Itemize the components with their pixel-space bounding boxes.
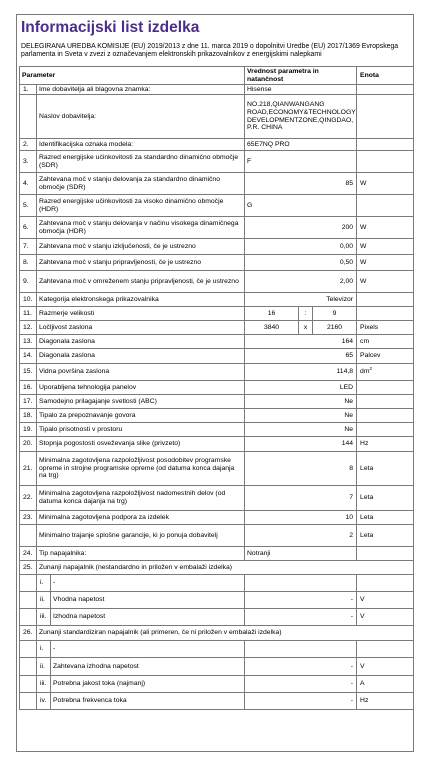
row-unit: V [357,592,414,609]
table-row [20,271,414,293]
row-unit: W [357,239,414,255]
row-unit: Palcev [357,349,414,364]
table-row [20,486,414,511]
row-label: Stopnja pogostosti osveževanja slike (privzeto) [37,437,245,452]
row-unit: A [357,676,414,693]
table-row [20,511,414,525]
row-label: Naslov dobavitelja: [37,95,245,139]
row-value: 10 [245,511,357,525]
sub-number: iii. [37,609,51,626]
row-unit: Hz [357,437,414,452]
row-unit [357,409,414,423]
sub-number: ii. [37,592,51,609]
row-number: 5. [20,195,37,217]
row-unit: Leta [357,486,414,511]
row-unit: Leta [357,511,414,525]
row-value: 2 [245,525,357,547]
unit-superscript: 2 [369,366,373,372]
row-label: Vhodna napetost [51,592,245,609]
row-label: Minimalna zagotovljena razpoložljivost nadomestnih delov (od datuma konca dajanja na trg) [37,486,245,511]
row-number: 8. [20,255,37,271]
table-row [20,293,414,307]
sub-number: i. [37,641,51,658]
row-label: Uporabljena tehnologija panelov [37,381,245,395]
row-label: Zahtevana moč v stanju delovanja v načinu visokega dinamičnega območja (HDR) [37,217,245,239]
row-value: - [245,609,357,626]
row-value: - [245,693,357,710]
table-row [20,239,414,255]
row-label: Zahtevana moč v stanju delovanja za standardno dinamično območje (SDR) [37,173,245,195]
row-number: 3. [20,151,37,173]
sub-number: iv. [37,693,51,710]
row-number: 14. [20,349,37,364]
row-label: Vidna površina zaslona [37,364,245,381]
row-number: 18. [20,409,37,423]
row-value: 144 [245,437,357,452]
row-label: Razred energijske učinkovitosti za standardno dinamično območje (SDR) [37,151,245,173]
display-category: Televizor [245,293,357,307]
row-label: Potrebna jakost toka (najmanj) [51,676,245,693]
row-label: Minimalna zagotovljena podpora za izdelek [37,511,245,525]
row-value: - [245,592,357,609]
row-label: Ime dobavitelja ali blagovna znamka: [37,85,245,95]
row-value: - [245,676,357,693]
row-value: 0,50 [245,255,357,271]
row-unit [357,195,414,217]
table-header [20,67,414,85]
row-label: Minimalna zagotovljena razpoložljivost posodobitev programske opreme in strojne programske opreme (od datuma konca dajanja na trg) [37,452,245,486]
row-unit: Pixels [357,321,414,335]
row-number: 2. [20,139,37,151]
row-value: 114,8 [245,364,357,381]
row-number: 16. [20,381,37,395]
section-label: Zunanji napajalnik (nestandardno in priložen v embalaži izdelka) [37,561,414,575]
header-parameter: Parameter [20,67,245,85]
header-value: Vrednost parametra in natančnost [245,67,357,85]
table-row [20,676,414,693]
aspect-ratio-height: 9 [313,307,357,321]
table-row [20,575,414,592]
table-row [20,307,414,321]
energy-class-hdr: G [245,195,357,217]
sub-number: iii. [37,676,51,693]
row-unit: Hz [357,693,414,710]
section-label: Zunanji standardiziran napajalnik (ali primeren, če ni priložen v embalaži izdelka) [37,626,414,641]
row-value: 85 [245,173,357,195]
row-number: 21. [20,452,37,486]
table-row [20,592,414,609]
table-row [20,561,414,575]
table-row [20,85,414,95]
row-label: Samodejno prilagajanje svetlosti (ABC) [37,395,245,409]
table-row [20,452,414,486]
row-number: 20. [20,437,37,452]
row-unit: W [357,255,414,271]
row-unit: Leta [357,452,414,486]
row-number: 24. [20,547,37,561]
row-value: 65 [245,349,357,364]
row-label: Identifikacijska oznaka modela: [37,139,245,151]
row-number: 19. [20,423,37,437]
row-label: Zahtevana izhodna napetost [51,658,245,676]
table-row [20,349,414,364]
row-number: 1. [20,85,37,95]
row-label: Tip napajalnika: [37,547,245,561]
row-unit: W [357,217,414,239]
row-number: 9. [20,271,37,293]
resolution-width: 3840 [245,321,299,335]
row-unit [357,139,414,151]
row-number: 25. [20,561,37,575]
row-number: 26. [20,626,37,641]
regulation-subtitle: DELEGIRANA UREDBA KOMISIJE (EU) 2019/2013 z dne 11. marca 2019 o dopolnitvi Uredbe (EU) 2017/1369 Evropskega parlamenta in Sveta v zvezi z označevanjem elektronskih prikazovalnikov z energijskimi nalepkami [21,43,399,58]
row-number: 15. [20,364,37,381]
table-row [20,423,414,437]
row-number: 22. [20,486,37,511]
sub-number: i. [37,575,51,592]
row-label: Potrebna frekvenca toka [51,693,245,710]
row-label: Diagonala zaslona [37,349,245,364]
row-label: Zahtevana moč v stanju pripravljenosti, če je ustrezno [37,255,245,271]
row-unit [357,547,414,561]
header-unit: Enota [357,67,414,85]
table-row [20,658,414,676]
row-unit [357,395,414,409]
row-number: 7. [20,239,37,255]
row-label: Izhodna napetost [51,609,245,626]
page-title: Informacijski list izdelka [21,19,200,36]
supplier-address: NO.218,QIANWANGANG ROAD,ECONOMY&TECHNOLOGY DEVELOPMENTZONE,QINGDAO, P.R. CHINA [245,95,357,139]
row-unit [357,381,414,395]
row-unit: W [357,173,414,195]
table-row [20,173,414,195]
row-number: 17. [20,395,37,409]
table-row [20,525,414,547]
row-value: 200 [245,217,357,239]
table-row [20,255,414,271]
row-unit [357,293,414,307]
row-label: Razred energijske učinkovitosti za visoko dinamično območje (HDR) [37,195,245,217]
row-unit: W [357,271,414,293]
table-row [20,151,414,173]
row-value: LED [245,381,357,395]
row-value: 7 [245,486,357,511]
row-value: Ne [245,409,357,423]
row-label: Tipalo za prepoznavanje govora [37,409,245,423]
row-number: 11. [20,307,37,321]
row-unit [357,364,414,381]
row-value: 8 [245,452,357,486]
table-row [20,395,414,409]
row-number: 23. [20,511,37,525]
model-identifier: 65E7NQ PRO [245,139,357,151]
table-row [20,381,414,395]
row-unit [357,423,414,437]
row-value: 0,00 [245,239,357,255]
table-row [20,609,414,626]
row-label: Razmerje velikosti [37,307,245,321]
unit-text: dm [360,368,370,376]
row-number: 13. [20,335,37,349]
row-label: Ločljivost zaslona [37,321,245,335]
table-row [20,641,414,658]
table-row [20,547,414,561]
table-row [20,437,414,452]
row-unit: cm [357,335,414,349]
row-value: Ne [245,395,357,409]
resolution-height: 2160 [313,321,357,335]
row-label: Minimalno trajanje splošne garancije, ki jo ponuja dobavitelj [37,525,245,547]
table-row [20,693,414,710]
table-row [20,217,414,239]
energy-class-sdr: F [245,151,357,173]
row-label: Diagonala zaslona [37,335,245,349]
row-label: - [51,575,245,592]
row-label: - [51,641,245,658]
row-number: 4. [20,173,37,195]
row-number: 6. [20,217,37,239]
row-value: - [245,658,357,676]
row-value: Ne [245,423,357,437]
aspect-ratio-separator: : [299,307,313,321]
table-row [20,195,414,217]
row-label: Zahtevana moč v omreženem stanju pripravljenosti, če je ustrezno [37,271,245,293]
row-unit: V [357,609,414,626]
table-row [20,95,414,139]
row-unit: Leta [357,525,414,547]
aspect-ratio-width: 16 [245,307,299,321]
row-label: Kategorija elektronskega prikazovalnika [37,293,245,307]
row-unit [357,307,414,321]
row-label: Zahtevana moč v stanju izključenosti, če je ustrezno [37,239,245,255]
row-unit: V [357,658,414,676]
table-row [20,626,414,641]
row-value: 164 [245,335,357,349]
row-unit [357,151,414,173]
parameter-table [19,66,414,710]
sub-number: ii. [37,658,51,676]
resolution-separator: x [299,321,313,335]
product-information-sheet [16,14,414,752]
row-value: 2,00 [245,271,357,293]
row-label: Tipalo prisotnosti v prostoru [37,423,245,437]
table-row [20,139,414,151]
table-row [20,321,414,335]
row-unit [357,85,414,95]
row-number: 12. [20,321,37,335]
row-value: Hisense [245,85,357,95]
table-row [20,335,414,349]
table-row [20,364,414,381]
row-number: 10. [20,293,37,307]
table-row [20,409,414,423]
power-supply-type: Notranji [245,547,357,561]
